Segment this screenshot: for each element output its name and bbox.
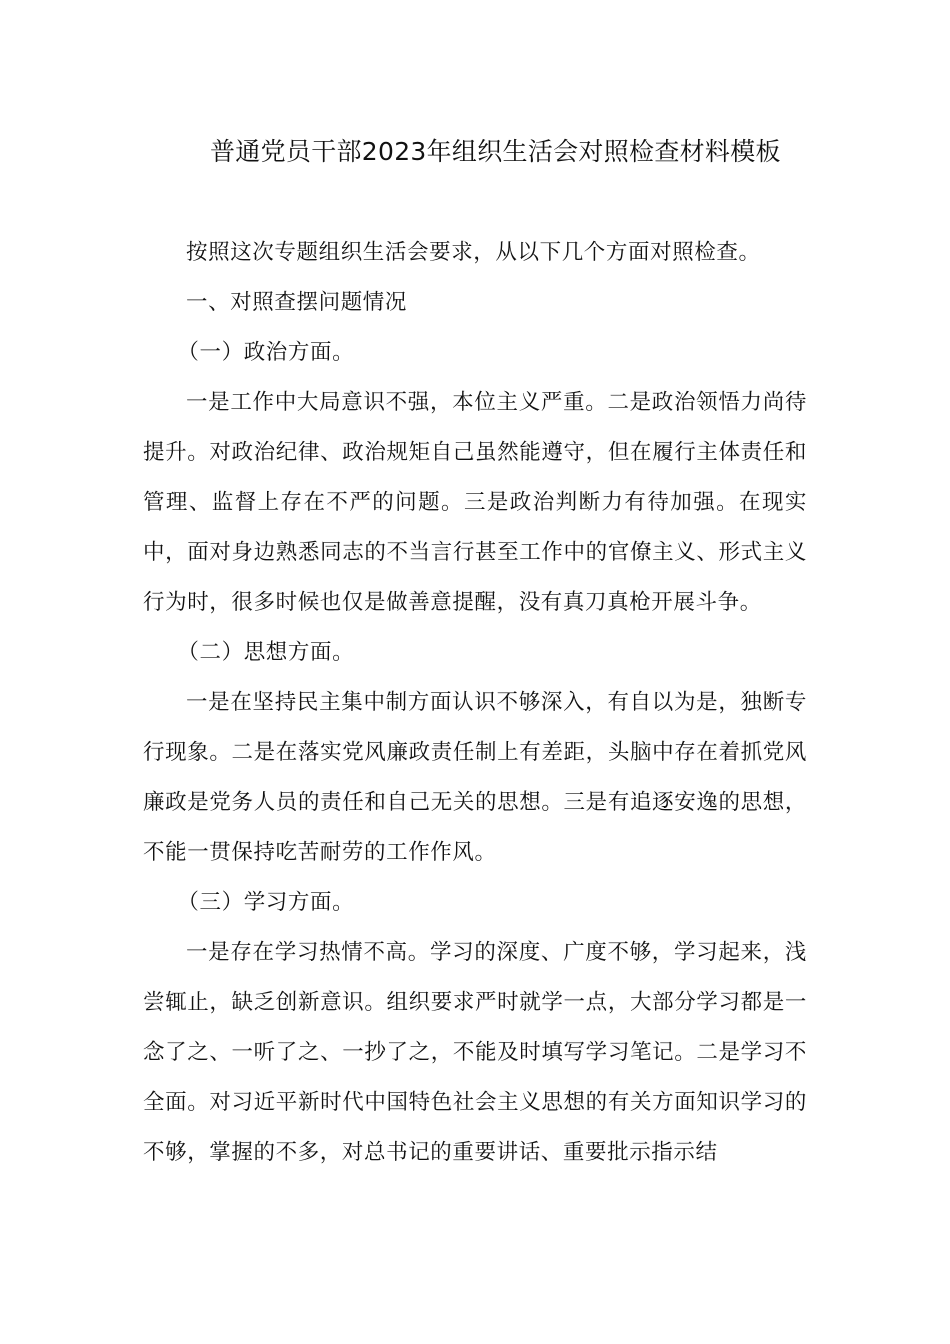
paragraph-political: 一是工作中大局意识不强，本位主义严重。二是政治领悟力尚待提升。对政治纪律、政治规矩自己虽然能遵守，但在履行主体责任和管理、监督上存在不严的问题。三是政治判断力有待加强。在现实中，面对身边熟悉同志的不当言行甚至工作中的官僚主义、形式主义行为时，很多时候也仅是做善意提醒，没有真刀真枪开展斗争。 <box>143 390 807 615</box>
paragraph-thought: 一是在坚持民主集中制方面认识不够深入，有自以为是，独断专行现象。二是在落实党风廉政责任制上有差距，头脑中存在着抓党风廉政是党务人员的责任和自己无关的思想。三是有追逐安逸的思想，不能一贯保持吃苦耐劳的工作作风。 <box>143 690 807 865</box>
intro-paragraph: 按照这次专题组织生活会要求，从以下几个方面对照检查。 <box>186 240 761 265</box>
subsection-heading-thought: （二）思想方面。 <box>177 640 355 665</box>
subsection-heading-political: （一）政治方面。 <box>177 340 355 365</box>
subsection-heading-study: （三）学习方面。 <box>177 890 355 915</box>
paragraph-study: 一是存在学习热情不高。学习的深度、广度不够，学习起来，浅尝辄止，缺乏创新意识。组织要求严时就学一点，大部分学习都是一念了之、一听了之、一抄了之，不能及时填写学习笔记。二是学习不全面。对习近平新时代中国特色社会主义思想的有关方面知识学习的不够，掌握的不多，对总书记的重要讲话、重要批示指示结 <box>143 940 807 1165</box>
document-body <box>143 228 807 1178</box>
section-heading: 一、对照查摆问题情况 <box>186 290 408 315</box>
document-title: 普通党员干部2023年组织生活会对照检查材料模板 <box>210 137 781 166</box>
